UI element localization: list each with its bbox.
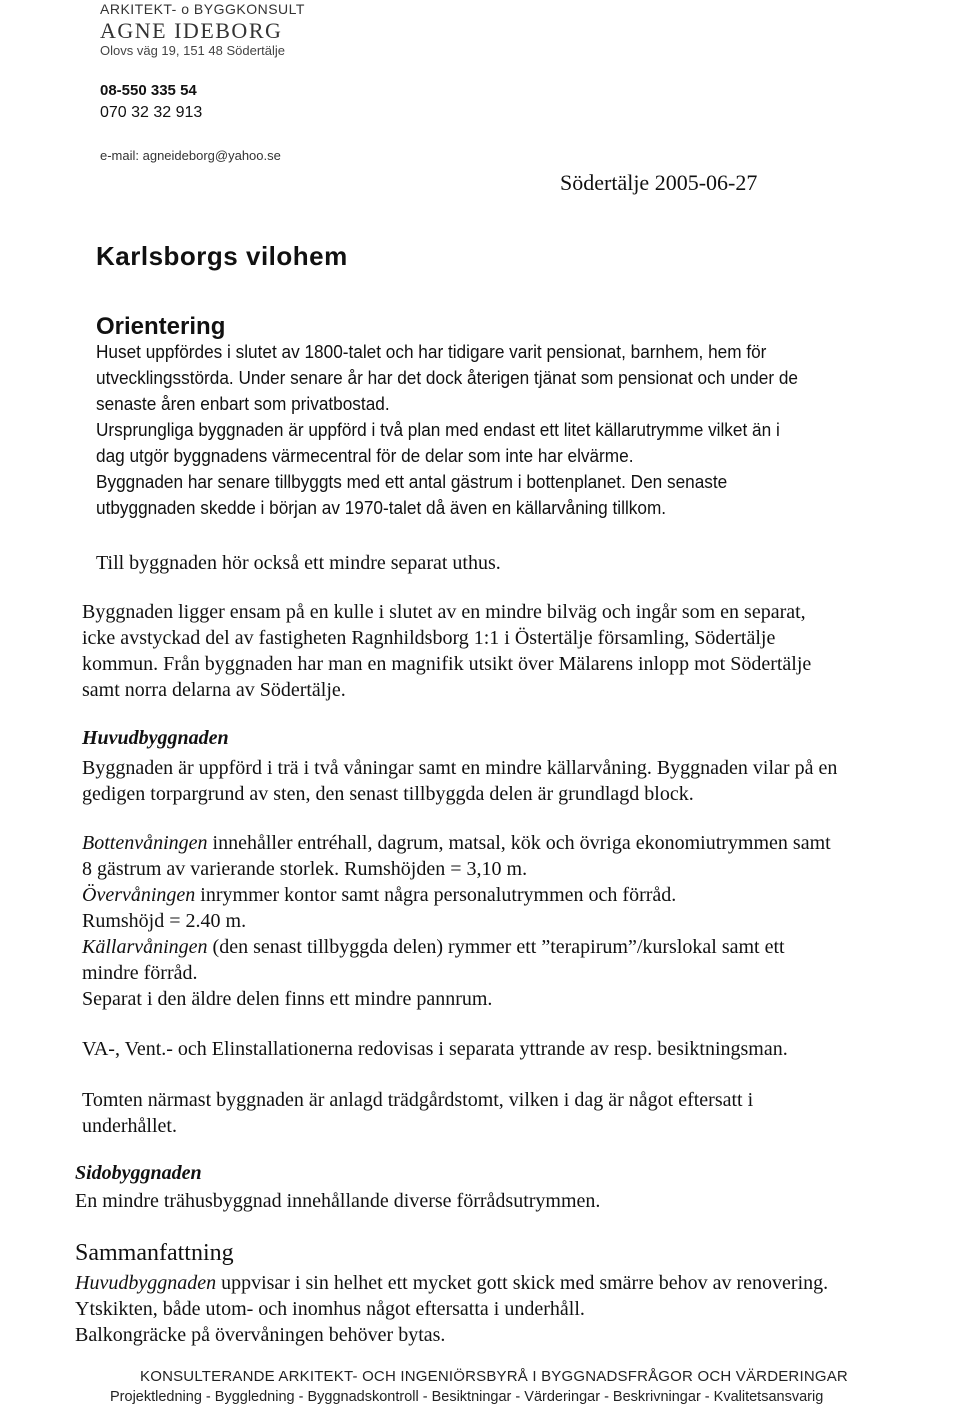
section-heading-sidobyggnaden: Sidobyggnaden [75, 1162, 202, 1184]
floor-label-kallarvaningen: Källarvåningen [82, 936, 208, 958]
text-line: Ursprungliga byggnaden är uppförd i två plan med endast ett litet källarutrymme vilket än i [96, 419, 780, 440]
text-line [82, 830, 831, 856]
text-line: samt norra delarna av Södertälje. [82, 679, 346, 701]
text-line: icke avstyckad del av fastigheten Ragnhildsborg 1:1 i Östertälje församling, Södertälje [82, 627, 776, 649]
letterhead-phone-mobile: 070 32 32 913 [100, 104, 203, 121]
section-heading-huvudbyggnaden: Huvudbyggnaden [82, 727, 229, 749]
summary-text: uppvisar i sin helhet ett mycket gott skick med smärre behov av renovering. [216, 1272, 829, 1294]
floor-label-bottenvaningen: Bottenvåningen [82, 832, 208, 854]
text-line: Huset uppfördes i slutet av 1800-talet och har tidigare varit pensionat, barnhem, hem för [96, 341, 767, 362]
footer-firm-line: KONSULTERANDE ARKITEKT- OCH INGENIÖRSBYRÅ I BYGGNADSFRÅGOR OCH VÄRDERINGAR [140, 1368, 848, 1385]
text-line: mindre förråd. [82, 962, 198, 984]
text-line: utvecklingsstörda. Under senare år har det dock återigen tjänat som pensionat och under de [96, 367, 799, 388]
text-line [82, 882, 831, 908]
footer-services-line: Projektledning - Byggledning - Byggnadskontroll - Besiktningar - Värderingar - Beskrivningar - Kvalitetsansvarig [110, 1389, 824, 1405]
text-line: Byggnaden ligger ensam på en kulle i slutet av en mindre bilväg och ingår som en separat, [82, 601, 806, 623]
sidobyggnaden-paragraph: En mindre trähusbyggnad innehållande diverse förrådsutrymmen. [75, 1190, 601, 1212]
text-line [75, 1270, 828, 1296]
text-line: Tomten närmast byggnaden är anlagd trädgårdstomt, vilken i dag är något eftersatt i [82, 1089, 754, 1111]
text-line: gedigen torpargrund av sten, den senast tillbyggda delen är grundlagd block. [82, 783, 694, 805]
letterhead-name: AGNE IDEBORG [100, 18, 283, 43]
text-line: Rumshöjd = 2.40 m. [82, 910, 247, 932]
location-paragraph [82, 599, 811, 703]
floor-text: innehåller entréhall, dagrum, matsal, kök och övriga ekonomiutrymmen samt [207, 832, 831, 854]
installations-paragraph: VA-, Vent.- och Elinstallationerna redovisas i separata yttrande av resp. besiktningsman. [82, 1038, 788, 1060]
letterhead-company: ARKITEKT- o BYGGKONSULT [100, 1, 305, 17]
text-line: utbyggnaden skedde i början av 1970-talet då även en källarvåning tillkom. [96, 497, 667, 518]
letterhead-address: Olovs väg 19, 151 48 Södertälje [100, 43, 286, 58]
letterhead-phone-office: 08-550 335 54 [100, 82, 197, 99]
text-line: Balkongräcke på övervåningen behöver bytas. [75, 1324, 446, 1346]
floor-label-overvaningen: Övervåningen [82, 884, 196, 906]
text-line [82, 934, 831, 960]
text-line: kommun. Från byggnaden har man en magnifik utsikt över Mälarens inlopp mot Södertälje [82, 653, 812, 675]
text-line: Separat i den äldre delen finns ett mindre pannrum. [82, 988, 493, 1010]
text-line: Byggnaden är uppförd i trä i två våningar samt en mindre källarvåning. Byggnaden vilar på en [82, 757, 838, 779]
floors-paragraph [82, 830, 831, 1012]
huvudbyggnaden-paragraph [82, 755, 837, 807]
text-line: 8 gästrum av varierande storlek. Rumshöjden = 3,10 m. [82, 858, 528, 880]
document-title: Karlsborgs vilohem [96, 241, 348, 271]
tomten-paragraph [82, 1087, 753, 1139]
text-line: underhållet. [82, 1115, 177, 1137]
section-heading-sammanfattning: Sammanfattning [75, 1240, 234, 1266]
floor-text: (den senast tillbyggda delen) rymmer ett ”terapirum”/kurslokal samt ett [207, 936, 785, 958]
text-line: senaste åren enbart som privatbostad. [96, 393, 390, 414]
floor-text: inrymmer kontor samt några personalutrymmen och förråd. [195, 884, 677, 906]
text-line: dag utgör byggnadens värmecentral för de delar som inte har elvärme. [96, 445, 634, 466]
text-line: Byggnaden har senare tillbyggts med ett antal gästrum i bottenplanet. Den senaste [96, 471, 728, 492]
sammanfattning-paragraph [75, 1270, 828, 1348]
text-line: Ytskikten, både utom- och inomhus något eftersatta i underhåll. [75, 1298, 585, 1320]
uthus-paragraph: Till byggnaden hör också ett mindre separat uthus. [96, 552, 501, 574]
summary-label: Huvudbyggnaden [75, 1272, 217, 1294]
orientering-paragraph [96, 339, 851, 521]
document-date: Södertälje 2005-06-27 [560, 170, 758, 195]
letterhead-email: e-mail: agneideborg@yahoo.se [100, 148, 281, 163]
section-heading-orientering: Orientering [96, 313, 226, 340]
